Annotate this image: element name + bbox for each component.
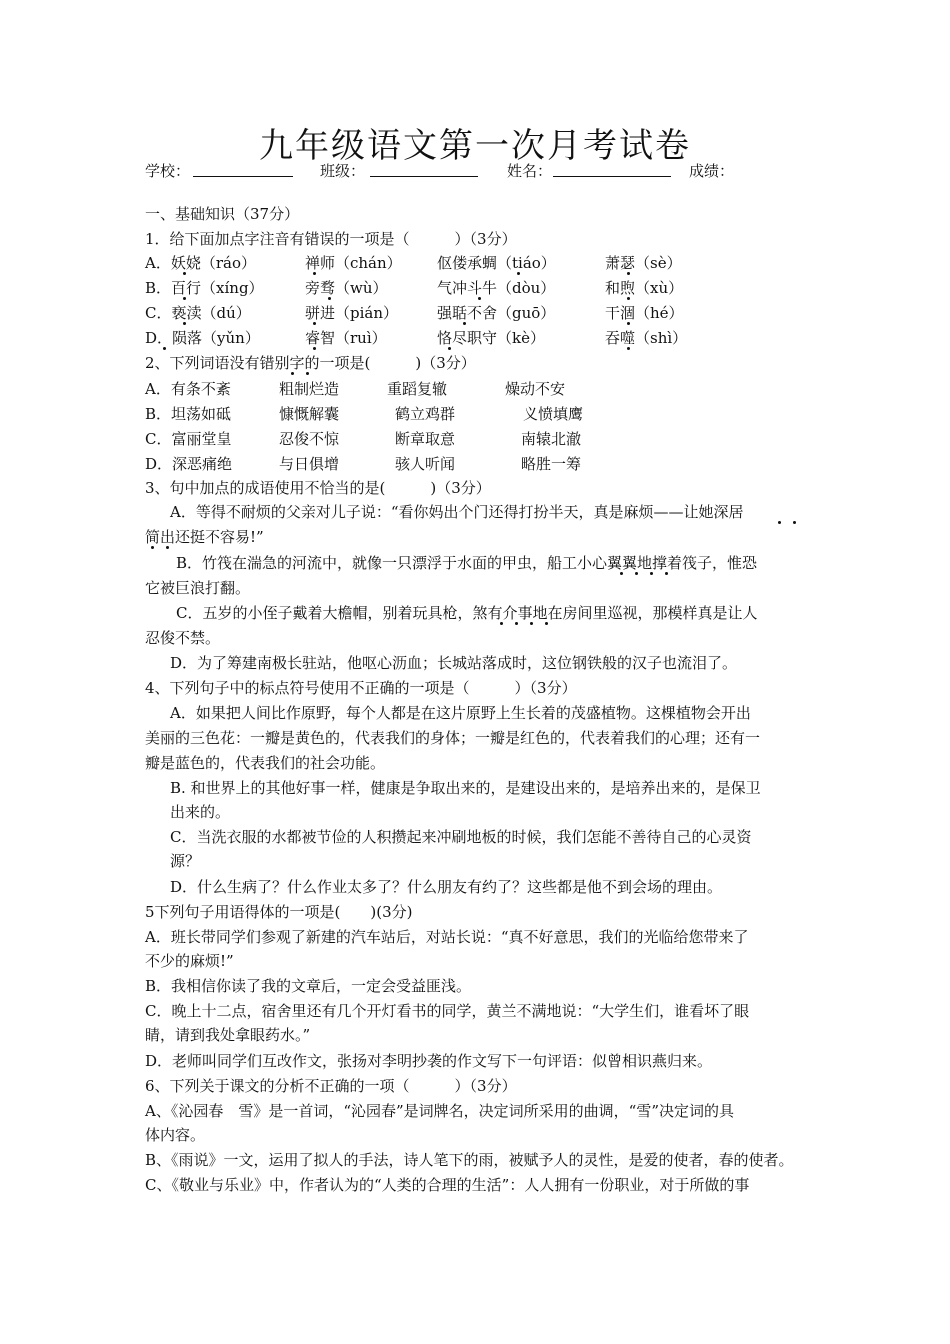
q3-option-d: D．为了筹建南极长驻站，他呕心沥血；长城站落成时，这位钢铁般的汉子也流泪了。 [170, 654, 738, 672]
q4-option-a-cont2: 瓣是蓝色的，代表我们的社会功能。 [145, 754, 386, 772]
emphasis-dot [328, 297, 331, 300]
emphasis-dot [778, 521, 781, 524]
q3-option-b: B．竹筏在湍急的河流中，就像一只漂浮于水面的甲虫，船工小心翼翼地撑着筏子，惟恐 [176, 554, 758, 572]
question-5-stem: 5下列句子用语得体的一项是( )(3分) [145, 903, 413, 921]
q1-option-b: B．百行（xíng） 旁骛（wù） 气冲斗牛（dòu） 和煦（xù） [145, 279, 684, 297]
q4-option-d: D．什么生病了？什么作业太多了？什么朋友有约了？这些都是他不到会场的理由。 [170, 878, 723, 896]
emphasis-dot [530, 622, 533, 625]
emphasis-dot [500, 622, 503, 625]
emphasis-dot [306, 372, 309, 375]
q1-option-a: A．妖娆（ráo） 禅师（chán） 伛偻承蜩（tiáo） 萧瑟（sè） [145, 254, 682, 272]
emphasis-dot [620, 572, 623, 575]
q4-option-c-cont: 源？ [170, 852, 201, 870]
q5-option-a-cont: 不少的麻烦!” [145, 952, 234, 970]
school-blank[interactable] [193, 176, 293, 177]
student-info-header [145, 160, 805, 184]
q3-option-a: A．等得不耐烦的父亲对儿子说：“看你妈出个门还得打扮半天，真是麻烦——让她深居 [170, 503, 744, 521]
exam-title: 九年级语文第一次月考试卷 [259, 126, 691, 166]
q1-option-c: C．亵渎（dú） 骈进（pián） 强聒不舍（guō） 干涸（hé） [145, 304, 684, 322]
q2-option-c: C．富丽堂皇 忍俊不惊 断章取意 南辕北澈 [145, 430, 582, 448]
emphasis-dot [463, 322, 466, 325]
q5-option-a: A．班长带同学们参观了新建的汽车站后，对站长说：“真不好意思，我们的光临给您带来了 [145, 928, 749, 946]
emphasis-dot [627, 297, 630, 300]
name-label: 姓名： [507, 162, 553, 180]
school-label: 学校： [145, 162, 191, 180]
q6-option-c: C、《敬业与乐业》中，作者认为的“人类的合理的生活”：人人拥有一份职业，对于所做的事 [145, 1176, 750, 1194]
emphasis-dot [163, 347, 166, 350]
emphasis-dot [151, 546, 154, 549]
emphasis-dot [448, 347, 451, 350]
emphasis-dot [183, 322, 186, 325]
emphasis-dot [291, 372, 294, 375]
q2-option-a: A．有条不紊 粗制烂造 重蹈复辙 燥动不安 [145, 380, 566, 398]
q1-option-d: D．陨落（yǔn） 睿智（ruì） 恪尽职守（kè） 吞噬（shì） [145, 329, 688, 347]
emphasis-dot [793, 521, 796, 524]
class-label: 班级： [320, 162, 366, 180]
q4-option-b-cont: 出来的。 [170, 803, 231, 821]
q4-option-b: B. 和世界上的其他好事一样，健康是争取出来的，是建设出来的，是培养出来的，是保卫 [170, 779, 761, 797]
emphasis-dot [183, 297, 186, 300]
q5-option-c: C．晚上十二点，宿舍里还有几个开灯看书的同学，黄兰不满地说：“大学生们，谁看坏了眼 [145, 1002, 750, 1020]
emphasis-dot [627, 322, 630, 325]
q4-option-a-cont: 美丽的三色花：一瓣是黄色的，代表我们的身体；一瓣是红色的，代表着我们的心理；还有一 [145, 729, 761, 747]
q2-option-b: B．坦荡如砥 慷慨解囊 鹤立鸡群 义愤填鹰 [145, 405, 584, 423]
q4-option-a: A．如果把人间比作原野，每个人都是在这片原野上生长着的茂盛植物。这棵植物会开出 [170, 704, 751, 722]
section-heading: 一、基础知识（37分） [145, 205, 300, 223]
q3-option-b-cont: 它被巨浪打翻。 [145, 579, 251, 597]
q3-option-c-cont: 忍俊不禁。 [145, 629, 221, 647]
emphasis-dot [635, 572, 638, 575]
q6-option-a-cont: 体内容。 [145, 1126, 206, 1144]
question-2-stem: 2、下列词语没有错别字的一项是( )（3分） [145, 354, 476, 372]
emphasis-dot [166, 546, 169, 549]
q6-option-a: A、《沁园春 雪》是一首词，“沁园春”是词牌名，决定词所采用的曲调，“雪”决定词的具 [145, 1102, 735, 1120]
q3-option-a-cont: 简出还挺不容易!” [145, 528, 264, 546]
question-4-stem: 4、下列句子中的标点符号使用不正确的一项是（ ）（3分） [145, 679, 577, 697]
emphasis-dot [517, 272, 520, 275]
q3-option-c: C．五岁的小侄子戴着大檐帽，别着玩具枪，煞有介事地在房间里巡视，那模样真是让人 [176, 604, 758, 622]
question-3-stem: 3、句中加点的成语使用不恰当的是( )（3分） [145, 479, 491, 497]
emphasis-dot [545, 622, 548, 625]
q4-option-c: C．当洗衣服的水都被节俭的人积攒起来冲刷地板的时候，我们怎能不善待自己的心灵资 [170, 828, 752, 846]
q5-option-b: B．我相信你读了我的文章后，一定会受益匪浅。 [145, 977, 472, 995]
q5-option-c-cont: 睛，请到我处拿眼药水。” [145, 1026, 311, 1044]
emphasis-dot [627, 272, 630, 275]
emphasis-dot [665, 572, 668, 575]
question-6-stem: 6、下列关于课文的分析不正确的一项（ ）（3分） [145, 1077, 517, 1095]
q2-option-d: D．深恶痛绝 与日俱增 骇人听闻 略胜一筹 [145, 455, 582, 473]
emphasis-dot [183, 272, 186, 275]
q6-option-b: B、《雨说》一文，运用了拟人的手法，诗人笔下的雨，被赋予人的灵性，是爱的使者，春的使者。 [145, 1151, 794, 1169]
class-blank[interactable] [370, 176, 478, 177]
emphasis-dot [627, 347, 630, 350]
q5-option-d: D．老师叫同学们互改作文，张扬对李明抄袭的作文写下一句评语：似曾相识燕归来。 [145, 1052, 713, 1070]
emphasis-dot [313, 272, 316, 275]
emphasis-dot [515, 622, 518, 625]
emphasis-dot [313, 347, 316, 350]
score-label: 成绩： [689, 162, 735, 180]
emphasis-dot [478, 297, 481, 300]
question-1-stem: 1．给下面加点字注音有错误的一项是（ ）（3分） [145, 230, 517, 248]
name-blank[interactable] [553, 176, 671, 177]
emphasis-dot [313, 322, 316, 325]
emphasis-dot [650, 572, 653, 575]
